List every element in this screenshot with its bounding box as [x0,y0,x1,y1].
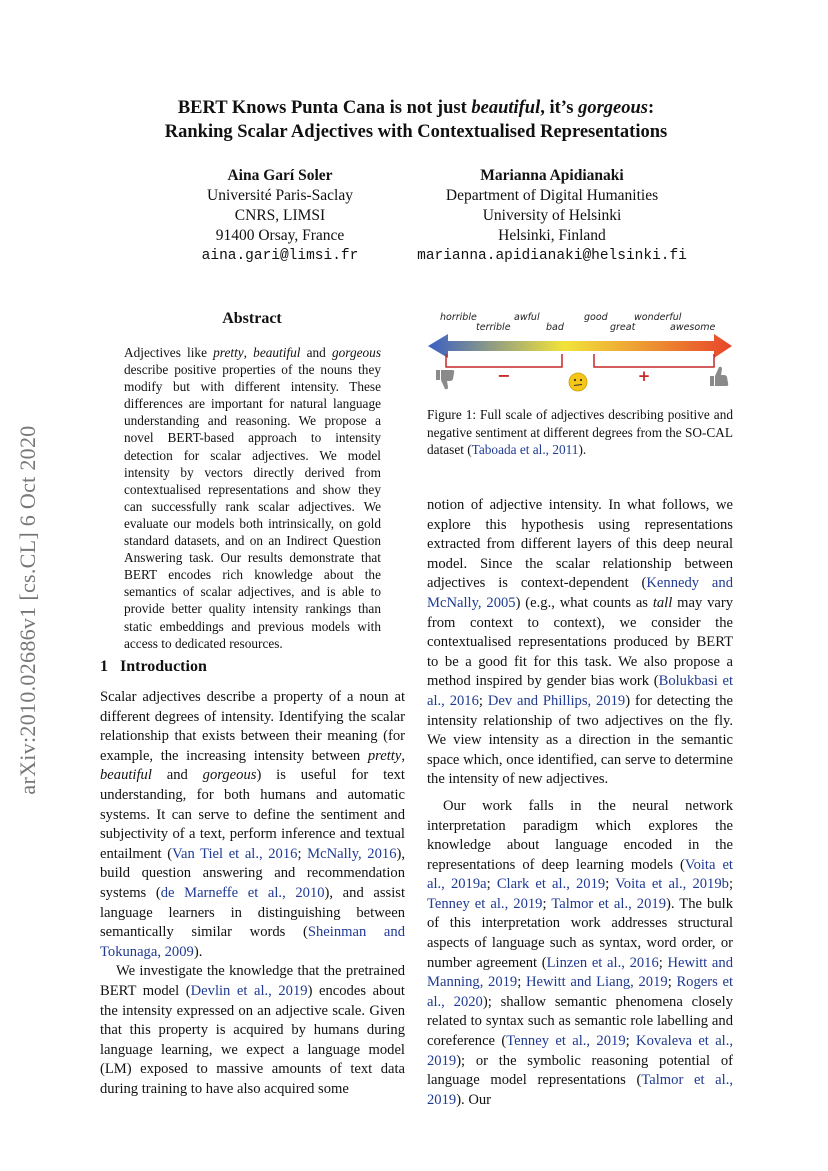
emphasis-text: beautiful [100,767,152,784]
citation-link[interactable]: Sheinman and Tokunaga, 2009 [100,924,405,960]
abstract-text: describe positive properties of the nouns they modify but with different intensity. These differences are important for natural language understanding and reasoning. We propose a novel BERT-based approach to intensity detection for scalar adjectives. We model intensity by vectors directly derived from contextualised representations and show they can successfully rank scalar adjectives. We evaluate our models both intrinsically, on gold standard datasets, and on an Indirect Question Answering task. Our results demonstrate that BERT encodes rich knowledge about the semantics of scalar adjectives, and is able to provide better quality intensity rankings than static embeddings and previous models with access to dedicated resources. [124,362,381,651]
title-line-1 [80,96,752,120]
arxiv-id[interactable]: arXiv:2010.02686v1 [cs.CL] 6 Oct 2020 [15,425,40,795]
title-text: , it’s [540,98,579,118]
emphasis-text: pretty [367,747,402,764]
scale-word-awful: awful [514,312,540,323]
body-text: , [401,747,405,764]
section-heading [100,658,207,676]
scale-word-bad: bad [546,322,564,333]
abstract-text: Adjectives like [124,345,214,360]
section-title: Introduction [120,658,207,675]
citation-link[interactable]: Bolukbasi et al., 2016 [427,673,734,709]
body-text: ). Our [456,1091,492,1108]
scale-word-terrible: terrible [476,322,511,333]
title-text: BERT Knows Punta Cana is not just [177,98,472,118]
sentiment-scale-graphic [424,306,736,398]
plus-sign: + [637,367,651,385]
author-name: Aina Garí Soler [227,167,333,184]
author-address: 91400 Orsay, France [215,227,345,244]
intro-paragraph [427,797,733,1111]
scale-word-awesome: awesome [670,322,716,333]
intro-paragraph [427,496,733,790]
body-text: ; [542,895,552,912]
minus-sign: − [497,366,511,385]
citation-link[interactable]: Talmor et al., 2019 [551,895,666,912]
body-text: ; [478,692,488,709]
author-name: Marianna Apidianaki [480,167,624,184]
citation-link[interactable]: Rogers et al., 2020 [427,974,734,1010]
citation-link[interactable]: Hewitt and Liang, 2019 [525,974,668,991]
thumbs-down-icon [436,370,454,389]
body-text: ); shallow semantic phenomena closely related to syntax such as semantic role labelling and coreference ( [427,993,733,1050]
body-text: ; [658,954,668,971]
arxiv-stamp [12,380,44,840]
author-block-1 [170,166,390,266]
author-affiliation: Université Paris-Saclay [207,187,353,204]
body-text: ), and assist language learners in distinguishing between semantically similar words ( [100,884,405,941]
citation-link[interactable]: Hewitt and Manning, 2019 [427,954,733,991]
body-text: ; [605,876,616,893]
title-line-2: Ranking Scalar Adjectives with Contextualised Representations [164,122,668,142]
body-text: ; [728,876,733,893]
caption-text: ). [578,442,587,457]
abstract-emph: pretty [213,345,244,360]
intro-paragraph [100,962,405,1099]
abstract-emph: beautiful [253,345,301,360]
citation-link[interactable]: Voita et al., 2019b [615,876,729,893]
author-affiliation: University of Helsinki [482,207,622,224]
citation-link[interactable]: Talmor et al., 2019 [427,1072,734,1108]
citation-link[interactable]: de Marneffe et al., 2010 [160,884,325,901]
body-text: notion of adjective intensity. In what follows, we explore this hypothesis using representations extracted from different layers of this deep neural model. Since the scalar relationship between adjectives is context-dependent ( [427,497,733,592]
emphasis-text: tall [652,594,673,611]
citation-link[interactable]: McNally, 2016 [307,845,397,862]
citation-link[interactable]: Tenney et al., 2019 [427,895,543,912]
title-text: : [648,98,655,118]
body-text: Scalar adjectives describe a property of a noun at different degrees of intensity. Identifying the scalar relationship that exists between their meaning (for example, the increasing intensity between [100,689,405,764]
thumbs-up-icon [710,367,728,386]
body-text: ) (e.g., what counts as [515,594,653,611]
abstract-heading: Abstract [222,310,282,327]
neutral-face-icon [569,373,587,391]
author-email[interactable]: marianna.apidianaki@helsinki.fi [417,248,687,264]
body-text: ) is useful for text understanding, for both humans and automatic systems. It can serve to define the sentiment and subjectivity of a text, perform inference and textual entailment ( [100,767,405,862]
intro-paragraph [100,688,405,962]
title-emph: gorgeous [578,98,648,118]
citation-link[interactable]: Devlin et al., 2019 [190,982,308,999]
abstract-body [124,344,381,652]
citation-link[interactable]: Clark et al., 2019 [496,876,606,893]
citation-link[interactable]: Taboada et al., 2011 [471,442,579,457]
abstract-emph: gorgeous [332,345,381,360]
body-text: may vary from context to context), we consider the contextualised representations produced by BERT to be a good fit for this task. We also propose a method inspired by gender bias work ( [427,594,733,690]
citation-link[interactable]: Dev and Phillips, 2019 [487,692,626,709]
body-text: ; [625,1033,637,1050]
abstract-text: , [243,345,254,360]
citation-link[interactable]: Voita et al., 2019a [427,856,733,893]
body-text: ); or the symbolic reasoning potential of language model representations ( [427,1052,733,1089]
figure-1 [424,306,736,398]
scale-word-good: good [584,312,608,323]
author-email[interactable]: aina.gari@limsi.fr [201,248,359,264]
scale-word-wonderful: wonderful [634,312,682,323]
positive-bracket [594,354,714,367]
citation-link[interactable]: Kennedy and McNally, 2005 [427,575,734,611]
scale-word-horrible: horrible [440,312,477,323]
body-text: ) encodes about the intensity expressed on an adjective scale. Given that this property is acquired by humans during language learning, we expect a language model (LM) exposed to massive amounts of text data during training to have also acquired some [100,982,405,1097]
body-text: ) for detecting the intensity relationship of two adjectives on the fly. We view intensity as a direction in the semantic space which, once identified, can serve to determine the intensity of new adjectives. [427,692,734,788]
body-text: ). The bulk of this interpretation work addresses structural aspects of language such as syntax, word order, or number agreement ( [427,895,733,971]
body-text: ; [486,876,497,893]
body-text: ; [517,974,526,991]
citation-link[interactable]: Van Tiel et al., 2016 [172,845,298,862]
citation-link[interactable]: Kovaleva et al., 2019 [427,1033,734,1069]
paper-title [80,96,752,144]
scale-word-great: great [610,322,636,333]
intro-right-column [427,496,733,1110]
author-block-2 [392,166,712,266]
citation-link[interactable]: Linzen et al., 2016 [546,954,659,971]
body-text: ), build question answering and recommendation systems ( [100,845,406,901]
caption-text: Figure 1: Full scale of adjectives describing positive and negative sentiment at different degrees from the SO-CAL dataset ( [427,407,733,457]
emphasis-text: gorgeous [202,767,257,784]
section-number: 1 [100,658,108,675]
body-text: and [151,767,203,784]
figure-caption [427,406,733,459]
body-text: Our work falls in the neural network interpretation paradigm which explores the knowledge about language encoded in the representations of deep learning models ( [427,797,733,873]
author-affiliation: CNRS, LIMSI [234,207,326,224]
author-address: Helsinki, Finland [498,227,606,244]
body-text: ; [667,974,677,991]
body-text: ; [297,845,308,862]
author-affiliation: Department of Digital Humanities [445,187,659,204]
intro-left-column [100,688,405,1099]
body-text: ). [193,943,203,960]
citation-link[interactable]: Tenney et al., 2019 [506,1033,626,1050]
abstract-text: and [300,345,332,360]
body-text: We investigate the knowledge that the pretrained BERT model ( [100,963,405,999]
gradient-arrow [428,334,732,358]
title-emph: beautiful [471,98,541,118]
